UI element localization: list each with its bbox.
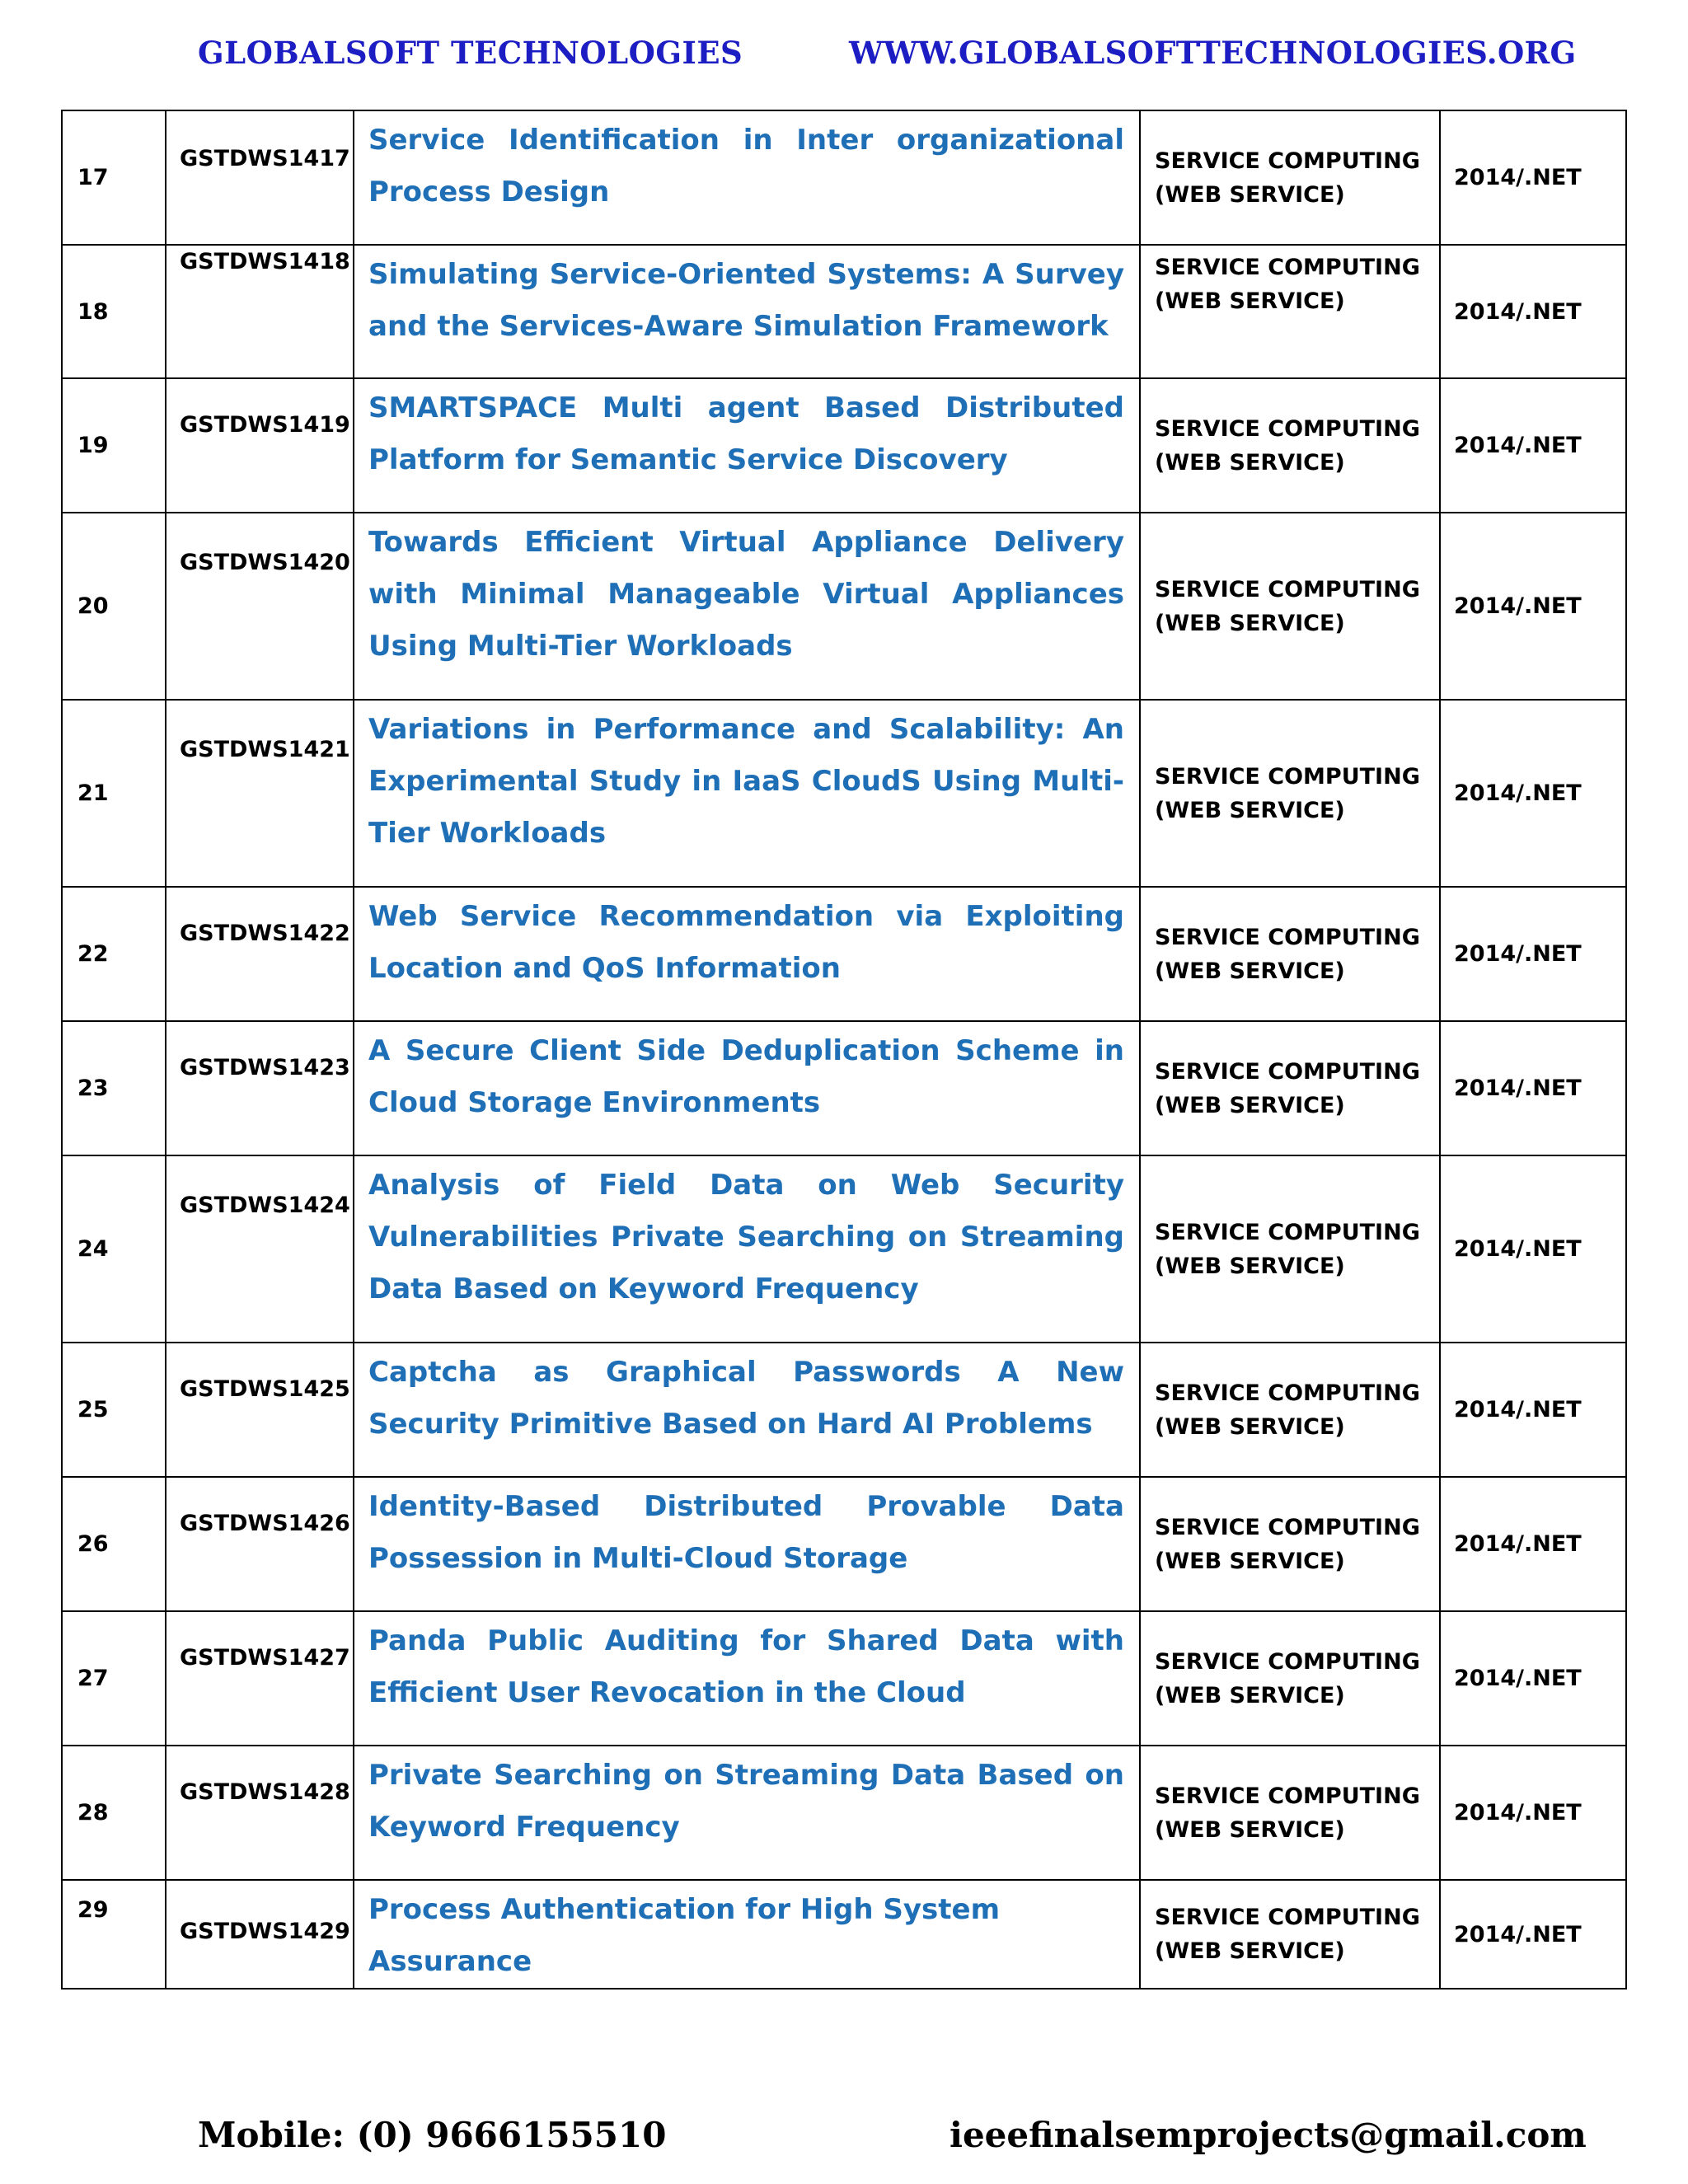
domain-line: SERVICE COMPUTING (1155, 1514, 1420, 1540)
project-title (354, 110, 1140, 245)
page-header (0, 35, 1688, 81)
project-domain (1140, 1611, 1440, 1746)
project-title-text: Identity-Based Distributed Provable Data Possession in Multi-Cloud Storage (368, 1490, 1124, 1575)
domain-line: SERVICE COMPUTING (1155, 255, 1420, 280)
domain-line: SERVICE COMPUTING (1155, 1648, 1420, 1675)
project-title-text: Towards Efficient Virtual Appliance Delivery with Minimal Manageable Virtual Appliances Using Multi-Tier Workloads (368, 526, 1124, 663)
project-title (354, 513, 1140, 700)
table-row (62, 1746, 1626, 1880)
project-code-text: GSTDWS1417 (180, 146, 350, 171)
project-code-text: GSTDWS1421 (180, 737, 350, 762)
project-title-text: Web Service Recommendation via Exploiting Location and QoS Information (368, 900, 1124, 985)
project-year: 2014/.NET (1440, 1343, 1626, 1477)
domain-subline: (WEB SERVICE) (1155, 1092, 1345, 1118)
project-code (166, 1343, 354, 1477)
project-title (354, 1746, 1140, 1880)
row-number: 25 (62, 1343, 166, 1477)
contact-email: ieeefinalsemprojects@gmail.com (950, 2115, 1587, 2155)
domain-subline: (WEB SERVICE) (1155, 449, 1345, 476)
table-row (62, 1611, 1626, 1746)
project-code-text: GSTDWS1422 (180, 921, 350, 946)
project-year: 2014/.NET (1440, 245, 1626, 378)
domain-line: SERVICE COMPUTING (1155, 1058, 1420, 1085)
project-title (354, 1343, 1140, 1477)
domain-line: SERVICE COMPUTING (1155, 1905, 1420, 1930)
project-code (166, 1611, 354, 1746)
project-code (166, 110, 354, 245)
project-code-text: GSTDWS1418 (180, 249, 350, 274)
project-year: 2014/.NET (1440, 1477, 1626, 1611)
domain-subline: (WEB SERVICE) (1155, 1938, 1345, 1964)
project-code (166, 513, 354, 700)
row-number: 20 (62, 513, 166, 700)
domain-subline: (WEB SERVICE) (1155, 1413, 1345, 1440)
domain-subline: (WEB SERVICE) (1155, 610, 1345, 636)
project-domain (1140, 110, 1440, 245)
project-title-text: A Secure Client Side Deduplication Scheme in Cloud Storage Environments (368, 1034, 1124, 1119)
project-table (61, 110, 1627, 1990)
row-number: 23 (62, 1021, 166, 1155)
project-code-text: GSTDWS1419 (180, 412, 350, 438)
domain-subline: (WEB SERVICE) (1155, 288, 1345, 314)
domain-line: SERVICE COMPUTING (1155, 1783, 1420, 1809)
project-code (166, 378, 354, 513)
project-code (166, 1477, 354, 1611)
domain-line: SERVICE COMPUTING (1155, 1380, 1420, 1406)
row-number: 28 (62, 1746, 166, 1880)
table-row (62, 1477, 1626, 1611)
domain-line: SERVICE COMPUTING (1155, 763, 1420, 790)
row-number: 27 (62, 1611, 166, 1746)
row-number: 17 (62, 110, 166, 245)
project-domain (1140, 887, 1440, 1021)
project-title (354, 1611, 1140, 1746)
project-title (354, 1880, 1140, 1989)
project-domain (1140, 513, 1440, 700)
row-number: 29 (62, 1880, 166, 1989)
project-title-text: Analysis of Field Data on Web Security Vulnerabilities Private Searching on Streaming Data Based on Keyword Frequency (368, 1169, 1124, 1305)
domain-subline: (WEB SERVICE) (1155, 1816, 1345, 1843)
project-title (354, 700, 1140, 887)
project-title-text: Private Searching on Streaming Data Based on Keyword Frequency (368, 1759, 1124, 1844)
project-year: 2014/.NET (1440, 1611, 1626, 1746)
project-code-text: GSTDWS1424 (180, 1193, 350, 1218)
project-code-text: GSTDWS1425 (180, 1376, 350, 1402)
project-title (354, 1477, 1140, 1611)
project-code (166, 887, 354, 1021)
project-title (354, 887, 1140, 1021)
domain-line: SERVICE COMPUTING (1155, 148, 1420, 174)
project-domain (1140, 1021, 1440, 1155)
domain-subline: (WEB SERVICE) (1155, 181, 1345, 208)
domain-subline: (WEB SERVICE) (1155, 1548, 1345, 1574)
project-domain (1140, 1746, 1440, 1880)
table-row (62, 700, 1626, 887)
table-row (62, 1155, 1626, 1343)
project-title (354, 245, 1140, 378)
project-code-text: GSTDWS1426 (180, 1511, 350, 1536)
table-row (62, 887, 1626, 1021)
table-row (62, 1021, 1626, 1155)
table-row (62, 1343, 1626, 1477)
project-year: 2014/.NET (1440, 1880, 1626, 1989)
row-number: 18 (62, 245, 166, 378)
project-title (354, 378, 1140, 513)
project-domain (1140, 700, 1440, 887)
project-title-text: Captcha as Graphical Passwords A New Security Primitive Based on Hard AI Problems (368, 1356, 1124, 1441)
table-row (62, 513, 1626, 700)
domain-line: SERVICE COMPUTING (1155, 924, 1420, 950)
row-number: 21 (62, 700, 166, 887)
project-code (166, 1880, 354, 1989)
project-title (354, 1155, 1140, 1343)
company-name: GLOBALSOFT TECHNOLOGIES (198, 35, 743, 71)
project-code (166, 700, 354, 887)
project-title-text: Service Identification in Inter organizational Process Design (368, 124, 1124, 209)
project-domain (1140, 378, 1440, 513)
project-title (354, 1021, 1140, 1155)
project-year: 2014/.NET (1440, 1155, 1626, 1343)
row-number: 19 (62, 378, 166, 513)
company-website: WWW.GLOBALSOFTTECHNOLOGIES.ORG (849, 35, 1577, 71)
project-code-text: GSTDWS1427 (180, 1645, 350, 1671)
domain-subline: (WEB SERVICE) (1155, 1253, 1345, 1279)
project-title-text: SMARTSPACE Multi agent Based Distributed Platform for Semantic Service Discovery (368, 391, 1124, 476)
project-domain (1140, 1343, 1440, 1477)
project-title-text: Simulating Service-Oriented Systems: A Survey and the Services-Aware Simulation Framework (368, 258, 1124, 343)
project-code-text: GSTDWS1428 (180, 1779, 350, 1805)
contact-mobile: Mobile: (0) 9666155510 (198, 2115, 667, 2155)
domain-subline: (WEB SERVICE) (1155, 797, 1345, 823)
table-row (62, 245, 1626, 378)
row-number: 24 (62, 1155, 166, 1343)
domain-subline: (WEB SERVICE) (1155, 958, 1345, 984)
table-row (62, 1880, 1626, 1989)
project-code-text: GSTDWS1429 (180, 1919, 350, 1944)
project-code (166, 245, 354, 378)
domain-line: SERVICE COMPUTING (1155, 576, 1420, 602)
project-year: 2014/.NET (1440, 1746, 1626, 1880)
project-code (166, 1155, 354, 1343)
project-code-text: GSTDWS1420 (180, 550, 350, 575)
project-code (166, 1021, 354, 1155)
project-year: 2014/.NET (1440, 110, 1626, 245)
domain-subline: (WEB SERVICE) (1155, 1682, 1345, 1708)
domain-line: SERVICE COMPUTING (1155, 1219, 1420, 1245)
project-year: 2014/.NET (1440, 513, 1626, 700)
table-row (62, 378, 1626, 513)
project-year: 2014/.NET (1440, 378, 1626, 513)
project-year: 2014/.NET (1440, 700, 1626, 887)
project-title-text: Process Authentication for High System Assurance (368, 1893, 1000, 1978)
project-title-text: Variations in Performance and Scalability: An Experimental Study in IaaS CloudS Using Multi-Tier Workloads (368, 713, 1124, 850)
row-number: 26 (62, 1477, 166, 1611)
project-domain (1140, 1477, 1440, 1611)
row-number: 22 (62, 887, 166, 1021)
project-year: 2014/.NET (1440, 887, 1626, 1021)
project-domain (1140, 1880, 1440, 1989)
project-title-text: Panda Public Auditing for Shared Data with Efficient User Revocation in the Cloud (368, 1624, 1124, 1709)
page-footer (0, 2115, 1688, 2164)
project-year: 2014/.NET (1440, 1021, 1626, 1155)
table-row (62, 110, 1626, 245)
project-domain (1140, 245, 1440, 378)
project-domain (1140, 1155, 1440, 1343)
project-code (166, 1746, 354, 1880)
domain-line: SERVICE COMPUTING (1155, 415, 1420, 442)
project-code-text: GSTDWS1423 (180, 1055, 350, 1080)
